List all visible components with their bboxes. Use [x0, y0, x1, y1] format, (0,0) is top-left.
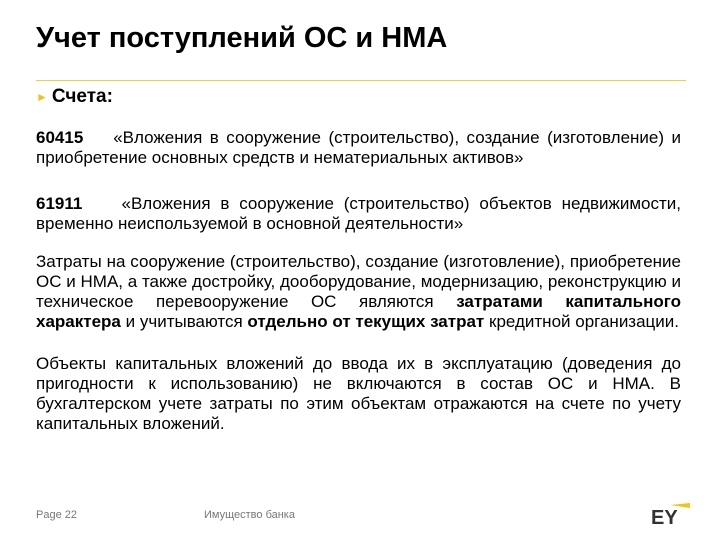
account-number: 60415 — [36, 128, 84, 147]
subheading — [36, 82, 681, 112]
slide-title: Учет поступлений ОС и НМА — [36, 22, 448, 54]
account-description: «Вложения в сооружение (строительство) объектов недвижимости, временно неиспользуемой в основной деятельности» — [36, 194, 682, 233]
footer-caption: Имущество банка — [204, 509, 295, 521]
account-entry — [36, 194, 681, 234]
capital-investments-paragraph: Объекты капитальных вложений до ввода их в эксплуатацию (доведения до пригодности к использованию) не включаются в состав ОС и НМА. В бухгалтерском учете затраты по этим объектам отражаются на счете по учету капитальных вложений. — [36, 354, 681, 433]
slide-body — [36, 82, 681, 434]
capital-costs-paragraph — [36, 252, 681, 332]
title-divider — [36, 80, 686, 81]
paragraph-text: и учитываются — [125, 312, 243, 331]
paragraph-emphasis: отдельно от текущих затрат — [247, 312, 485, 331]
bullet-arrow-icon: ► — [36, 90, 48, 104]
subheading-text: Счета: — [51, 86, 113, 107]
paragraph-text: кредитной организации. — [489, 312, 680, 331]
page-number: Page 22 — [36, 509, 77, 521]
paragraph-text: Затраты на сооружение (строительство), создание (изготовление), приобретение ОС и НМА, а также достройку, дооборудование, модернизацию, реконструкцию и техническое перевооружение ОС являются — [36, 252, 681, 311]
ey-logo-icon — [650, 503, 690, 525]
logo-text: EY — [651, 507, 678, 525]
account-description: «Вложения в сооружение (строительство), создание (изготовление) и приобретение основных средств и нематериальных активов» — [36, 128, 681, 167]
paragraph-emphasis: затратами капитального характера — [36, 292, 681, 331]
account-number: 61911 — [36, 194, 83, 213]
ey-logo — [650, 503, 690, 525]
account-entry — [36, 128, 681, 168]
